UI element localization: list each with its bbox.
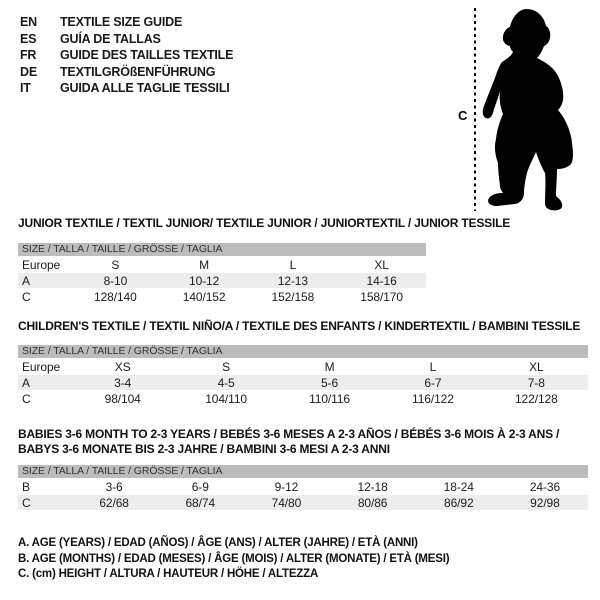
language-row — [20, 31, 233, 48]
footnote-b: B. AGE (MONTHS) / EDAD (MESES) / ÂGE (MOIS) / ALTER (MONATE) / ETÀ (MESI) — [18, 552, 450, 565]
row-value: M — [199, 257, 210, 272]
guide-title: GUIDE DES TAILLES TEXTILE — [60, 48, 234, 62]
row-value: XL — [374, 257, 389, 272]
row-value: 62/68 — [99, 495, 129, 510]
row-label: B — [22, 479, 30, 494]
language-row — [20, 47, 233, 64]
row-value: 152/158 — [271, 289, 315, 304]
junior-size-table — [18, 243, 426, 305]
junior-table-title-text: JUNIOR TEXTILE / TEXTIL JUNIOR/ TEXTILE JUNIOR / JUNIORTEXTIL / JUNIOR TESSILE — [18, 216, 511, 230]
language-row — [20, 80, 233, 97]
row-value: 10-12 — [189, 273, 220, 288]
row-value: 86/92 — [444, 495, 474, 510]
children-table-title — [18, 319, 580, 334]
footnote-a: A. AGE (YEARS) / EDAD (AÑOS) / ÂGE (ANS) / ALTER (JAHRE) / ETÀ (ANNI) — [18, 537, 418, 549]
row-value: 6-9 — [191, 479, 209, 494]
toddler-silhouette — [483, 9, 573, 210]
guide-title: TEXTILE SIZE GUIDE — [60, 15, 183, 29]
babies-table-rows — [18, 478, 588, 510]
row-value: 18-24 — [443, 479, 474, 494]
row-value: 98/104 — [104, 391, 141, 406]
row-value: 12-13 — [277, 273, 308, 288]
row-value: 140/152 — [182, 289, 226, 304]
table-row — [18, 375, 588, 390]
row-value: 122/128 — [514, 391, 558, 406]
row-value: 128/140 — [94, 289, 137, 304]
row-value: 24-36 — [529, 479, 561, 494]
language-code: EN — [20, 15, 37, 29]
row-label: A — [22, 375, 30, 390]
row-value: 8-10 — [103, 273, 128, 288]
table-row — [18, 273, 426, 288]
language-code: IT — [20, 81, 31, 95]
row-value: 68/74 — [185, 495, 216, 510]
row-value: 9-12 — [274, 479, 299, 494]
children-size-table — [18, 345, 588, 407]
row-value: 158/170 — [360, 289, 403, 304]
row-label: C — [22, 495, 31, 510]
footnote-c: C. (cm) HEIGHT / ALTURA / HAUTEUR / HÖHE / ALTEZZA — [18, 568, 319, 580]
row-value: L — [429, 359, 437, 374]
children-table-title-text: CHILDREN'S TEXTILE / TEXTIL NIÑO/A / TEXTILE DES ENFANTS / KINDERTEXTIL / BAMBINI TESSILE — [18, 319, 581, 333]
language-code: ES — [20, 31, 37, 46]
table-row — [18, 478, 588, 495]
height-measure-label: C — [458, 108, 468, 123]
table-row — [18, 288, 426, 305]
table-row — [18, 256, 426, 273]
babies-table-title-line2: BABYS 3-6 MONATE BIS 2-3 JAHRE / BAMBINI 3-6 MESI A 2-3 ANNI — [18, 442, 390, 456]
row-value: 4-5 — [217, 375, 235, 390]
junior-table-rows — [18, 256, 426, 305]
guide-title: TEXTILGRÖßENFÜHRUNG — [60, 64, 216, 79]
row-value: 3-4 — [114, 375, 132, 390]
baby-silhouette-graphic — [450, 0, 600, 220]
row-value: M — [324, 359, 335, 374]
size-header-bar: SIZE / TALLA / TAILLE / GRÖSSE / TAGLIA — [18, 465, 588, 478]
language-row — [20, 64, 233, 81]
row-value: 74/80 — [271, 495, 302, 510]
size-header-bar: SIZE / TALLA / TAILLE / GRÖSSE / TAGLIA — [18, 345, 588, 358]
table-row — [18, 358, 588, 375]
babies-table-title — [18, 427, 559, 457]
row-value: 80/86 — [357, 495, 388, 510]
row-value: 110/116 — [309, 391, 350, 406]
footnotes — [18, 536, 449, 583]
language-code: FR — [20, 48, 37, 62]
row-value: S — [222, 359, 231, 374]
row-value: 104/110 — [205, 391, 247, 406]
row-label: C — [22, 289, 31, 304]
row-label: Europe — [22, 257, 61, 272]
table-row — [18, 495, 588, 510]
row-label: A — [22, 273, 30, 288]
row-value: L — [289, 257, 297, 272]
language-code: DE — [20, 64, 37, 79]
baby-figure — [450, 0, 600, 220]
row-value: 14-16 — [366, 273, 397, 288]
row-value: 7-8 — [527, 375, 545, 390]
row-value: 6-7 — [424, 375, 442, 390]
row-value: XL — [529, 359, 544, 374]
language-row — [20, 14, 233, 31]
row-value: S — [111, 257, 120, 272]
row-label: Europe — [22, 359, 61, 374]
babies-size-table — [18, 465, 588, 510]
row-value: 5-6 — [320, 375, 339, 390]
guide-title: GUÍA DE TALLAS — [60, 31, 161, 46]
row-value: 116/122 — [412, 391, 454, 406]
language-list — [20, 14, 233, 97]
junior-table-title — [18, 216, 510, 231]
size-header-bar: SIZE / TALLA / TAILLE / GRÖSSE / TAGLIA — [18, 243, 426, 256]
guide-title: GUIDA ALLE TAGLIE TESSILI — [60, 81, 230, 95]
children-table-rows — [18, 358, 588, 407]
row-value: 3-6 — [105, 479, 123, 494]
row-label: C — [22, 391, 31, 406]
row-value: 12-18 — [357, 479, 388, 494]
table-row — [18, 390, 588, 407]
babies-table-title-line1: BABIES 3-6 MONTH TO 2-3 YEARS / BEBÉS 3-6 MESES A 2-3 AÑOS / BÉBÉS 3-6 MOIS À 2-3 ANS / — [18, 427, 560, 441]
row-value: 92/98 — [530, 495, 560, 510]
row-value: XS — [114, 359, 131, 374]
